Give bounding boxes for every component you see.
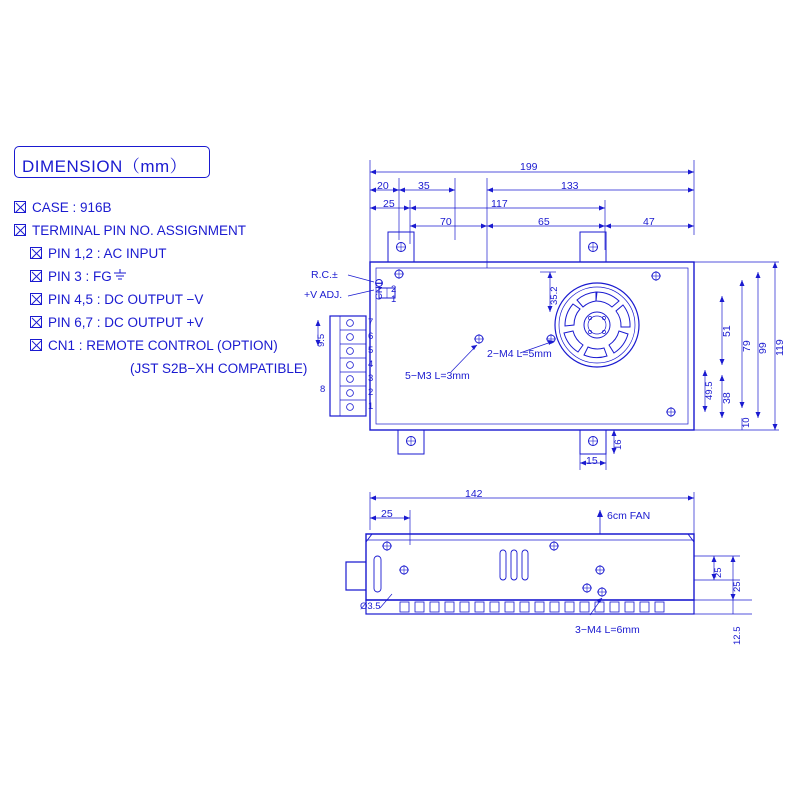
list-item-label: CASE : 916B: [32, 200, 112, 215]
dimension-label-9-5: 9.5: [316, 333, 327, 347]
terminal-label-8: 8: [320, 384, 326, 395]
dimension-label-12-5: 12.5: [732, 626, 743, 645]
pin-number-6: 6: [368, 331, 374, 342]
dimension-label-133: 133: [561, 180, 579, 192]
dimension-label-35: 35: [418, 180, 430, 192]
pin-number-7: 7: [368, 317, 374, 328]
dimension-label-47: 47: [643, 216, 655, 228]
pin-number-3: 3: [368, 373, 374, 384]
page-title: DIMENSION（mm）: [22, 157, 188, 176]
cn-label-2: 2: [391, 284, 397, 295]
dimension-label-70: 70: [440, 216, 452, 228]
dimension-label-49-5: 49.5: [704, 381, 715, 400]
callout-2-m4: 2−M4 L=5mm: [487, 348, 552, 360]
list-item-label: PIN 4,5 : DC OUTPUT −V: [48, 292, 204, 307]
dimension-label-25: 25: [383, 198, 395, 210]
list-item-label: CN1 : REMOTE CONTROL (OPTION): [48, 338, 278, 353]
pin-number-5: 5: [368, 345, 374, 356]
dimension-label-25-a: 25: [713, 567, 724, 578]
dimension-label-15: 15: [586, 455, 598, 467]
dimension-label-38: 38: [721, 392, 733, 404]
dimension-label-117: 117: [491, 198, 508, 210]
dimension-label-99: 99: [757, 342, 769, 354]
pin-number-1: 1: [368, 401, 374, 412]
cn-label-1: 1: [391, 294, 397, 305]
list-item-label: TERMINAL PIN NO. ASSIGNMENT: [32, 223, 247, 238]
dimension-label-119: 119: [774, 339, 786, 356]
dimension-label-199: 199: [520, 161, 538, 173]
dimension-label-16: 16: [613, 439, 624, 450]
list-item-label: PIN 6,7 : DC OUTPUT +V: [48, 315, 204, 330]
dimension-label-25-side: 25: [381, 508, 393, 520]
dimension-label-142: 142: [465, 488, 483, 500]
dimension-label-51: 51: [721, 325, 733, 337]
list-item-label: PIN 3 : FG: [48, 269, 112, 284]
callout-dia-3-5: Ø3.5: [360, 601, 381, 612]
callout-v-adj: +V ADJ.: [304, 289, 343, 301]
pin-number-2: 2: [368, 387, 374, 398]
list-item-label: (JST S2B−XH COMPATIBLE): [130, 361, 308, 376]
dimension-label-65: 65: [538, 216, 550, 228]
pin-number-4: 4: [368, 359, 374, 370]
dimension-label-10: 10: [741, 417, 752, 428]
callout-rc: R.C.±: [311, 269, 338, 281]
list-item-label: PIN 1,2 : AC INPUT: [48, 246, 167, 261]
callout-5-m3: 5−M3 L=3mm: [405, 370, 470, 382]
dimension-label-79: 79: [741, 340, 753, 352]
dimension-label-25-b: 25: [732, 581, 743, 592]
dimension-label-20: 20: [377, 180, 389, 192]
callout-6cm-fan: 6cm FAN: [607, 510, 651, 522]
callout-3-m4: 3−M4 L=6mm: [575, 624, 640, 636]
callout-cn1: CN1: [374, 280, 385, 300]
dimension-label-35-2: 35.2: [549, 286, 560, 305]
